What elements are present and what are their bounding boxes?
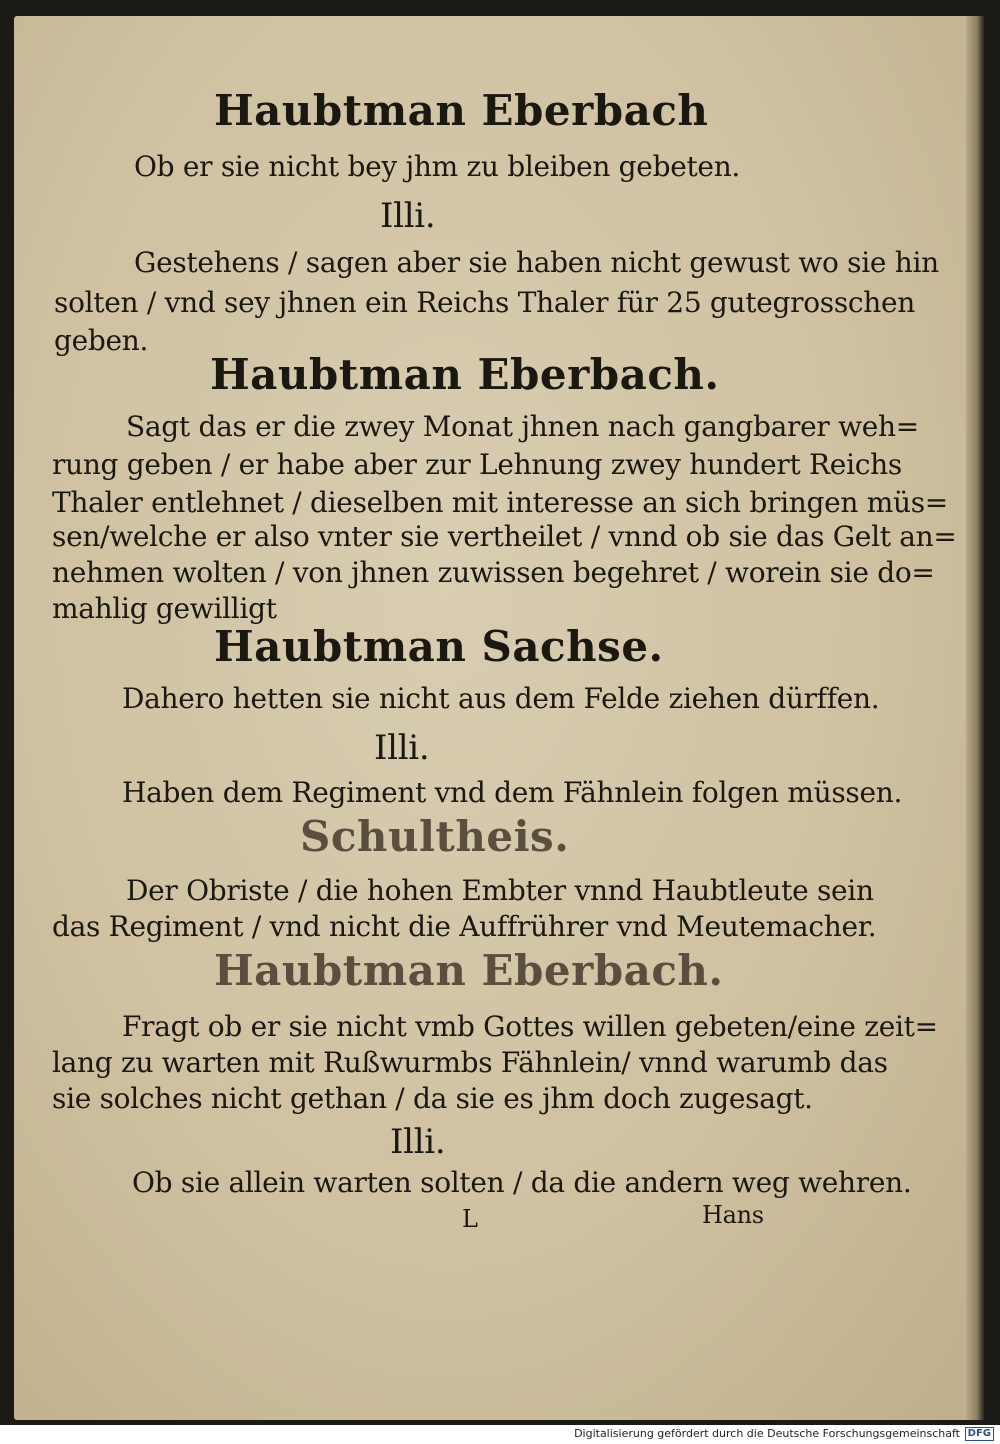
footer-bar bbox=[0, 1425, 1000, 1444]
catchword: Hans bbox=[702, 1201, 764, 1229]
text-line: sen/welche er also vnter sie vertheilet / vnnd ob sie das Gelt an= bbox=[52, 520, 957, 553]
text-line: lang zu warten mit Rußwurmbs Fähnlein/ vnnd warumb das bbox=[52, 1046, 888, 1079]
signature-mark: L bbox=[462, 1205, 478, 1233]
text-line: das Regiment / vnd nicht die Auffrührer vnd Meutemacher. bbox=[52, 910, 877, 943]
dfg-logo: DFG bbox=[965, 1427, 994, 1441]
text-line: mahlig gewilligt bbox=[52, 592, 277, 625]
text-line: Ob er sie nicht bey jhm zu bleiben gebeten. bbox=[134, 150, 741, 183]
page-text bbox=[14, 16, 976, 1420]
text-line: Ob sie allein warten solten / da die andern weg wehren. bbox=[132, 1166, 912, 1199]
speaker-heading: Schultheis. bbox=[300, 812, 570, 861]
speaker-heading: Haubtman Sachse. bbox=[214, 622, 664, 671]
text-line: Dahero hetten sie nicht aus dem Felde ziehen dürffen. bbox=[122, 682, 880, 715]
text-line: geben. bbox=[54, 324, 149, 357]
text-line: Thaler entlehnet / dieselben mit interesse an sich bringen müs= bbox=[52, 486, 948, 519]
speaker-heading: Haubtman Eberbach bbox=[214, 86, 709, 135]
speaker-heading-illi: Illi. bbox=[374, 728, 430, 768]
text-line: sie solches nicht gethan / da sie es jhm doch zugesagt. bbox=[52, 1082, 813, 1115]
text-line: solten / vnd sey jhnen ein Reichs Thaler für 25 gutegrosschen bbox=[54, 286, 916, 319]
text-line: Haben dem Regiment vnd dem Fähnlein folgen müssen. bbox=[122, 776, 903, 809]
speaker-heading-illi: Illi. bbox=[390, 1122, 446, 1162]
speaker-heading-illi: Illi. bbox=[380, 196, 436, 236]
speaker-heading: Haubtman Eberbach. bbox=[214, 946, 724, 995]
text-line: Der Obriste / die hohen Embter vnnd Haubtleute sein bbox=[126, 874, 874, 907]
text-line: Fragt ob er sie nicht vmb Gottes willen gebeten/eine zeit= bbox=[122, 1010, 938, 1043]
text-line: Sagt das er die zwey Monat jhnen nach gangbarer weh= bbox=[126, 410, 919, 443]
text-line: Gestehens / sagen aber sie haben nicht gewust wo sie hin bbox=[134, 246, 939, 279]
footer-credit: Digitalisierung gefördert durch die Deutsche Forschungsgemeinschaft bbox=[574, 1427, 960, 1440]
text-line: nehmen wolten / von jhnen zuwissen begehret / worein sie do= bbox=[52, 556, 935, 589]
text-line: rung geben / er habe aber zur Lehnung zwey hundert Reichs bbox=[52, 448, 902, 481]
speaker-heading: Haubtman Eberbach. bbox=[210, 350, 720, 399]
